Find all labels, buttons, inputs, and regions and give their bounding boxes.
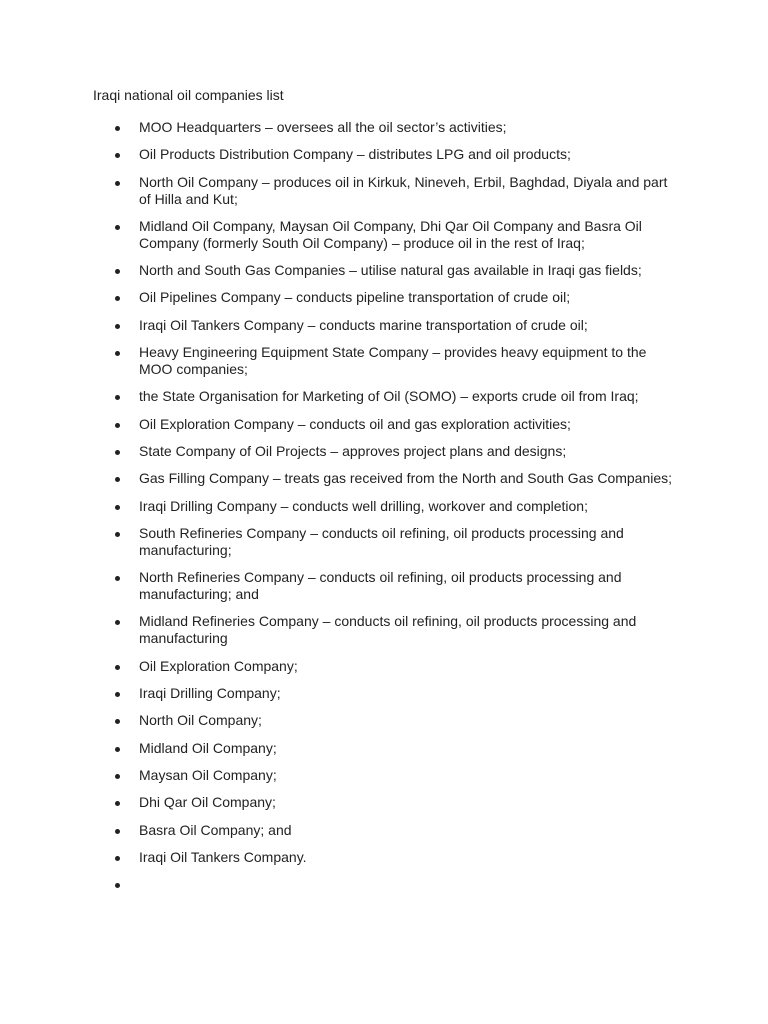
list-item-text: Oil Pipelines Company – conducts pipeline transportation of crude oil;: [139, 289, 571, 306]
list-item-text: State Company of Oil Projects – approves project plans and designs;: [139, 442, 567, 459]
list-item-text: [139, 876, 680, 893]
list-item-text: the State Organisation for Marketing of Oil (SOMO) – exports crude oil from Iraq;: [139, 388, 639, 405]
list-item-text: Oil Products Distribution Company – distributes LPG and oil products;: [139, 146, 571, 163]
list-item: [0, 876, 768, 893]
list-item-text: Iraqi Oil Tankers Company – conducts marine transportation of crude oil;: [139, 316, 588, 333]
list-item-text: Dhi Qar Oil Company;: [139, 794, 276, 811]
list-item-text: Maysan Oil Company;: [139, 766, 277, 783]
bullet-dot-icon: [115, 576, 120, 581]
bullet-dot-icon: [115, 225, 120, 230]
list-item: [0, 685, 768, 702]
list-item-text: Heavy Engineering Equipment State Company – provides heavy equipment to the MOO companies;: [139, 344, 647, 378]
bullet-dot-icon: [115, 181, 120, 186]
list-item: [0, 416, 768, 433]
bullet-dot-icon: [115, 692, 120, 697]
bullet-dot-icon: [115, 801, 120, 806]
bullet-dot-icon: [115, 450, 120, 455]
list-item-text: Midland Oil Company, Maysan Oil Company, Dhi Qar Oil Company and Basra Oil Company (formerly South Oil Company) – produce oil in the rest of Iraq;: [139, 217, 642, 251]
list-item: [0, 658, 768, 675]
bullet-dot-icon: [115, 153, 120, 158]
list-item: [0, 174, 768, 208]
bullet-dot-icon: [115, 269, 120, 274]
list-item-text: Midland Refineries Company – conducts oil refining, oil products processing and manufacturing: [139, 613, 637, 647]
list-item-text: North Oil Company;: [139, 712, 262, 729]
list-item: [0, 794, 768, 811]
bullet-dot-icon: [115, 774, 120, 779]
list-item: [0, 317, 768, 334]
list-item: [0, 822, 768, 839]
list-item-text: Basra Oil Company; and: [139, 821, 292, 838]
list-item: [0, 569, 768, 603]
bullet-dot-icon: [115, 829, 120, 834]
list-item-text: South Refineries Company – conducts oil refining, oil products processing and manufacturing;: [139, 524, 624, 558]
list-item-text: North and South Gas Companies – utilise natural gas available in Iraqi gas fields;: [139, 262, 642, 279]
list-item-text: Oil Exploration Company;: [139, 657, 298, 674]
bullet-dot-icon: [115, 505, 120, 510]
bullet-dot-icon: [115, 719, 120, 724]
page-title: Iraqi national oil companies list: [93, 87, 284, 103]
list-item-text: Iraqi Drilling Company – conducts well drilling, workover and completion;: [139, 497, 588, 514]
bullet-dot-icon: [115, 883, 120, 888]
list-item: [0, 767, 768, 784]
list-item-text: Iraqi Drilling Company;: [139, 685, 281, 702]
bullet-dot-icon: [115, 351, 120, 356]
list-item: [0, 218, 768, 252]
list-item: [0, 498, 768, 515]
list-item-text: North Refineries Company – conducts oil refining, oil products processing and manufacturing; and: [139, 569, 622, 603]
list-item: [0, 740, 768, 757]
bullet-dot-icon: [115, 324, 120, 329]
list-item-text: Iraqi Oil Tankers Company.: [139, 848, 307, 865]
list-item-text: MOO Headquarters – oversees all the oil sector’s activities;: [139, 119, 507, 135]
list-item-text: North Oil Company – produces oil in Kirkuk, Nineveh, Erbil, Baghdad, Diyala and part of Hilla and Kut;: [139, 173, 668, 207]
bullet-dot-icon: [115, 296, 120, 301]
list-item: [0, 344, 768, 378]
bullet-dot-icon: [115, 423, 120, 428]
list-item: [0, 613, 768, 647]
list-item: [0, 119, 768, 136]
list-item: [0, 525, 768, 559]
list-item-text: Oil Exploration Company – conducts oil and gas exploration activities;: [139, 415, 571, 432]
bullet-dot-icon: [115, 532, 120, 537]
list-item-text: Gas Filling Company – treats gas received from the North and South Gas Companies;: [139, 470, 673, 487]
bullet-dot-icon: [115, 126, 120, 131]
list-item: [0, 289, 768, 306]
list-item: [0, 262, 768, 279]
bullet-dot-icon: [115, 477, 120, 482]
bullet-dot-icon: [115, 747, 120, 752]
bullet-dot-icon: [115, 395, 120, 400]
bullet-dot-icon: [115, 665, 120, 670]
list-item: [0, 443, 768, 460]
list-item: [0, 470, 768, 487]
bullet-dot-icon: [115, 620, 120, 625]
bullet-dot-icon: [115, 856, 120, 861]
list-item-text: Midland Oil Company;: [139, 739, 277, 756]
company-bullet-list: [0, 119, 768, 903]
list-item: [0, 388, 768, 405]
list-item: [0, 712, 768, 729]
list-item: [0, 146, 768, 163]
list-item: [0, 849, 768, 866]
